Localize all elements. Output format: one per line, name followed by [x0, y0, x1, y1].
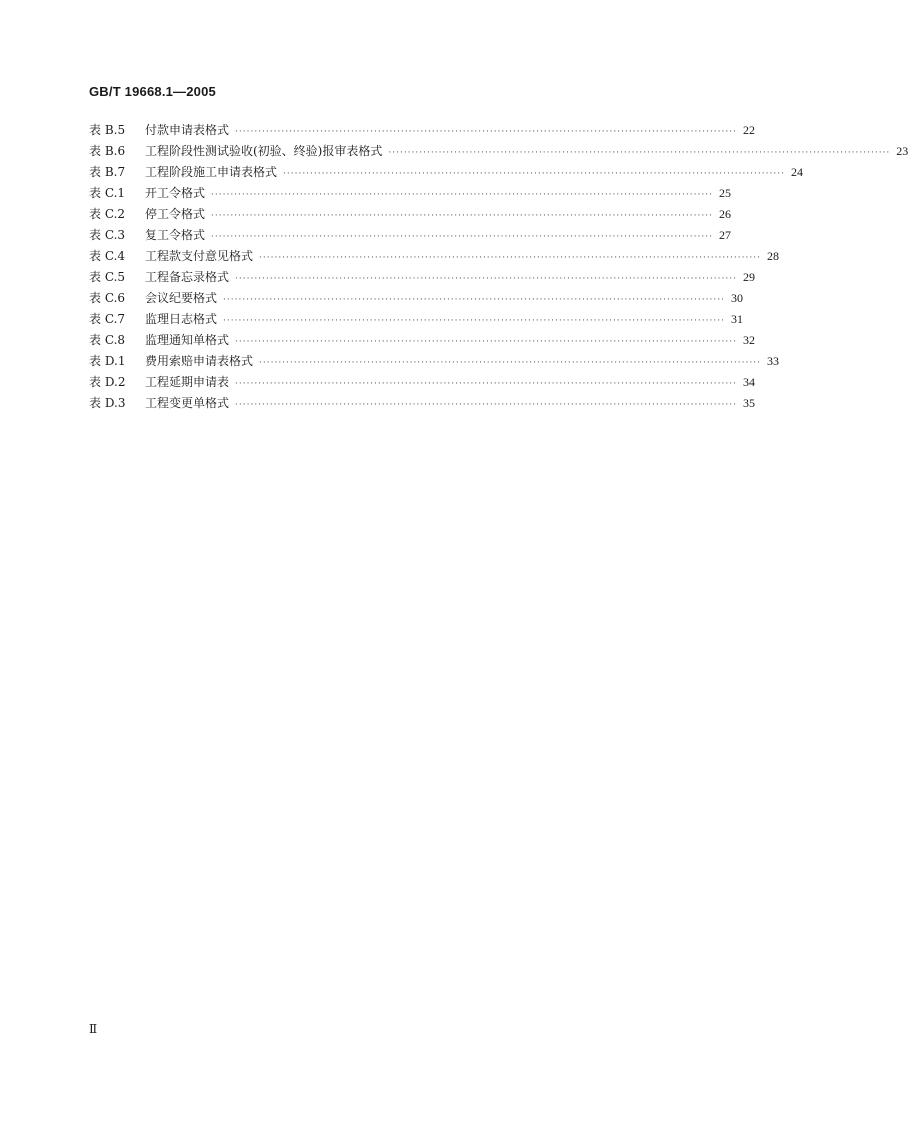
toc-entry[interactable]: [89, 330, 755, 351]
toc-entry-label: 表 B.6: [89, 144, 126, 158]
toc-entry-page-number: 27: [718, 228, 731, 242]
toc-entry-label: 表 D.1: [89, 354, 126, 368]
toc-dot-leader: ··································································································································: [388, 148, 891, 158]
toc-entry-page-number: 24: [790, 165, 803, 179]
toc-entry-title: 工程变更单格式: [145, 396, 230, 410]
toc-dot-leader: ··································································································································: [235, 274, 737, 284]
toc-entry-page-number: 25: [718, 186, 731, 200]
toc-entry-page-number: 32: [742, 333, 755, 347]
toc-entry-page-number: 23: [896, 144, 908, 158]
toc-entry-title: 工程款支付意见格式: [145, 249, 254, 263]
toc-entry[interactable]: [89, 309, 743, 330]
toc-entry-title: 开工令格式: [145, 186, 206, 200]
toc-entry-label: 表 C.6: [89, 291, 126, 305]
toc-entry-title: 工程备忘录格式: [145, 270, 230, 284]
toc-entry-label: 表 B.5: [89, 123, 126, 137]
toc-entry-title: 工程阶段施工申请表格式: [145, 165, 278, 179]
toc-entry[interactable]: [89, 372, 755, 393]
toc-entry[interactable]: [89, 141, 908, 162]
page-number: Ⅱ: [89, 1022, 98, 1036]
toc-dot-leader: ··································································································································: [259, 358, 761, 368]
toc-entry-page-number: 35: [742, 396, 755, 410]
toc-entry-title: 会议纪要格式: [145, 291, 218, 305]
toc-entry-label: 表 C.5: [89, 270, 126, 284]
toc-entry-label: 表 C.2: [89, 207, 126, 221]
toc-dot-leader: ··································································································································: [235, 400, 737, 410]
toc-entry[interactable]: [89, 162, 803, 183]
toc-entry-title: 监理日志格式: [145, 312, 218, 326]
toc-entry-page-number: 30: [730, 291, 743, 305]
toc-entry-page-number: 28: [766, 249, 779, 263]
toc-entry-page-number: 31: [730, 312, 743, 326]
toc-dot-leader: ··································································································································: [235, 379, 737, 389]
toc-entry-label: 表 C.1: [89, 186, 126, 200]
toc-entry-page-number: 22: [742, 123, 755, 137]
toc-entry[interactable]: [89, 183, 731, 204]
toc-entry[interactable]: [89, 225, 731, 246]
toc-entry-title: 费用索赔申请表格式: [145, 354, 254, 368]
toc-entry-label: 表 D.2: [89, 375, 126, 389]
toc-entry[interactable]: [89, 288, 743, 309]
toc-entry[interactable]: [89, 204, 731, 225]
toc-entry-title: 复工令格式: [145, 228, 206, 242]
toc-entry-title: 工程阶段性测试验收(初验、终验)报审表格式: [145, 144, 383, 158]
toc-entry[interactable]: [89, 393, 755, 414]
toc-dot-leader: ··································································································································: [283, 169, 785, 179]
toc-entry[interactable]: [89, 351, 779, 372]
toc-entry-label: 表 C.7: [89, 312, 126, 326]
toc-entry-label: 表 D.3: [89, 396, 126, 410]
toc-entry-label: 表 C.8: [89, 333, 126, 347]
toc-entry[interactable]: [89, 120, 755, 141]
toc-entry-page-number: 29: [742, 270, 755, 284]
toc-entry-title: 工程延期申请表: [145, 375, 230, 389]
toc-entry-page-number: 34: [742, 375, 755, 389]
toc-dot-leader: ··································································································································: [223, 316, 725, 326]
table-of-contents: [89, 120, 908, 414]
toc-dot-leader: ··································································································································: [211, 232, 713, 242]
toc-entry-label: 表 B.7: [89, 165, 126, 179]
toc-dot-leader: ··································································································································: [259, 253, 761, 263]
toc-entry[interactable]: [89, 246, 779, 267]
toc-entry-label: 表 C.3: [89, 228, 126, 242]
toc-dot-leader: ··································································································································: [223, 295, 725, 305]
toc-entry[interactable]: [89, 267, 755, 288]
toc-entry-title: 付款申请表格式: [145, 123, 230, 137]
standard-number-header: GB/T 19668.1—2005: [89, 84, 216, 99]
toc-entry-page-number: 26: [718, 207, 731, 221]
toc-dot-leader: ··································································································································: [235, 127, 737, 137]
toc-dot-leader: ··································································································································: [235, 337, 737, 347]
toc-entry-label: 表 C.4: [89, 249, 126, 263]
toc-dot-leader: ··································································································································: [211, 211, 713, 221]
toc-dot-leader: ··································································································································: [211, 190, 713, 200]
toc-entry-title: 监理通知单格式: [145, 333, 230, 347]
toc-entry-title: 停工令格式: [145, 207, 206, 221]
toc-entry-page-number: 33: [766, 354, 779, 368]
